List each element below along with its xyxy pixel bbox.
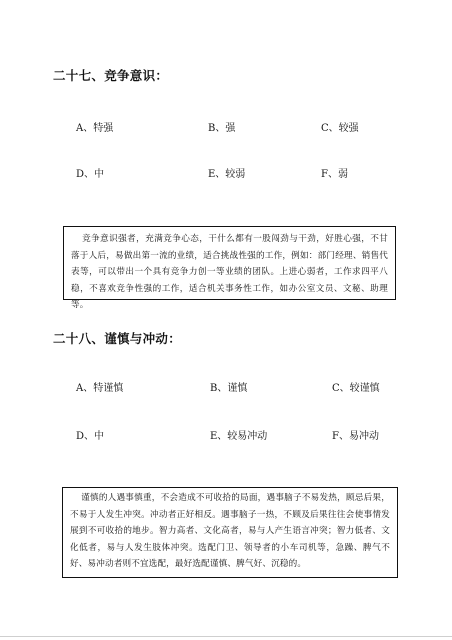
option-a: A、特强 [76, 123, 114, 134]
explanation-box-27 [63, 226, 396, 311]
option-d: D、中 [76, 169, 105, 180]
section-title-27: 二十七、竞争意识： [53, 68, 169, 83]
option-a: A、特谨慎 [76, 383, 124, 394]
explanation-text-27: 竞争意识强者，充满竞争心态，干什么都有一股闯劲与干劲，好胜心强，不甘落于人后，易做出第一流的业绩，适合挑战性强的工作，例如：部门经理、销售代表等，可以带出一个具有竞争力创一等业绩的团队。上进心弱者，工作求四平八稳，不喜欢竞争性强的工作，适合机关事务性工作，如办公室文员、文秘、助理等。 [71, 234, 388, 311]
option-e: E、较易冲动 [210, 431, 268, 442]
option-b: B、谨慎 [210, 383, 248, 394]
option-d: D、中 [76, 431, 105, 442]
explanation-box-28 [62, 487, 398, 578]
option-f: F、易冲动 [332, 431, 379, 442]
option-c: C、较谨慎 [332, 383, 380, 394]
option-e: E、较弱 [208, 169, 246, 180]
option-c: C、较强 [321, 123, 359, 134]
page-bottom-divider [0, 636, 452, 637]
option-b: B、强 [208, 123, 236, 134]
explanation-text-28: 谨慎的人遇事慎重，不会造成不可收拾的局面，遇事脑子不易发热，顾忌后果，不易于人发生冲突。冲动者正好相反。遇事脑子一热，不顾及后果往往会使事情发展到不可收拾的地步。智力高者、文化高者，易与人产生语言冲突；智力低者、文化低者，易与人发生肢体冲突。选配门卫、领导者的小车司机等，急躁、脾气不好、易冲动者则不宜选配，最好选配谨慎、脾气好、沉稳的。 [70, 493, 390, 570]
option-f: F、弱 [321, 169, 348, 180]
section-title-28: 二十八、谨慎与冲动： [53, 331, 182, 346]
